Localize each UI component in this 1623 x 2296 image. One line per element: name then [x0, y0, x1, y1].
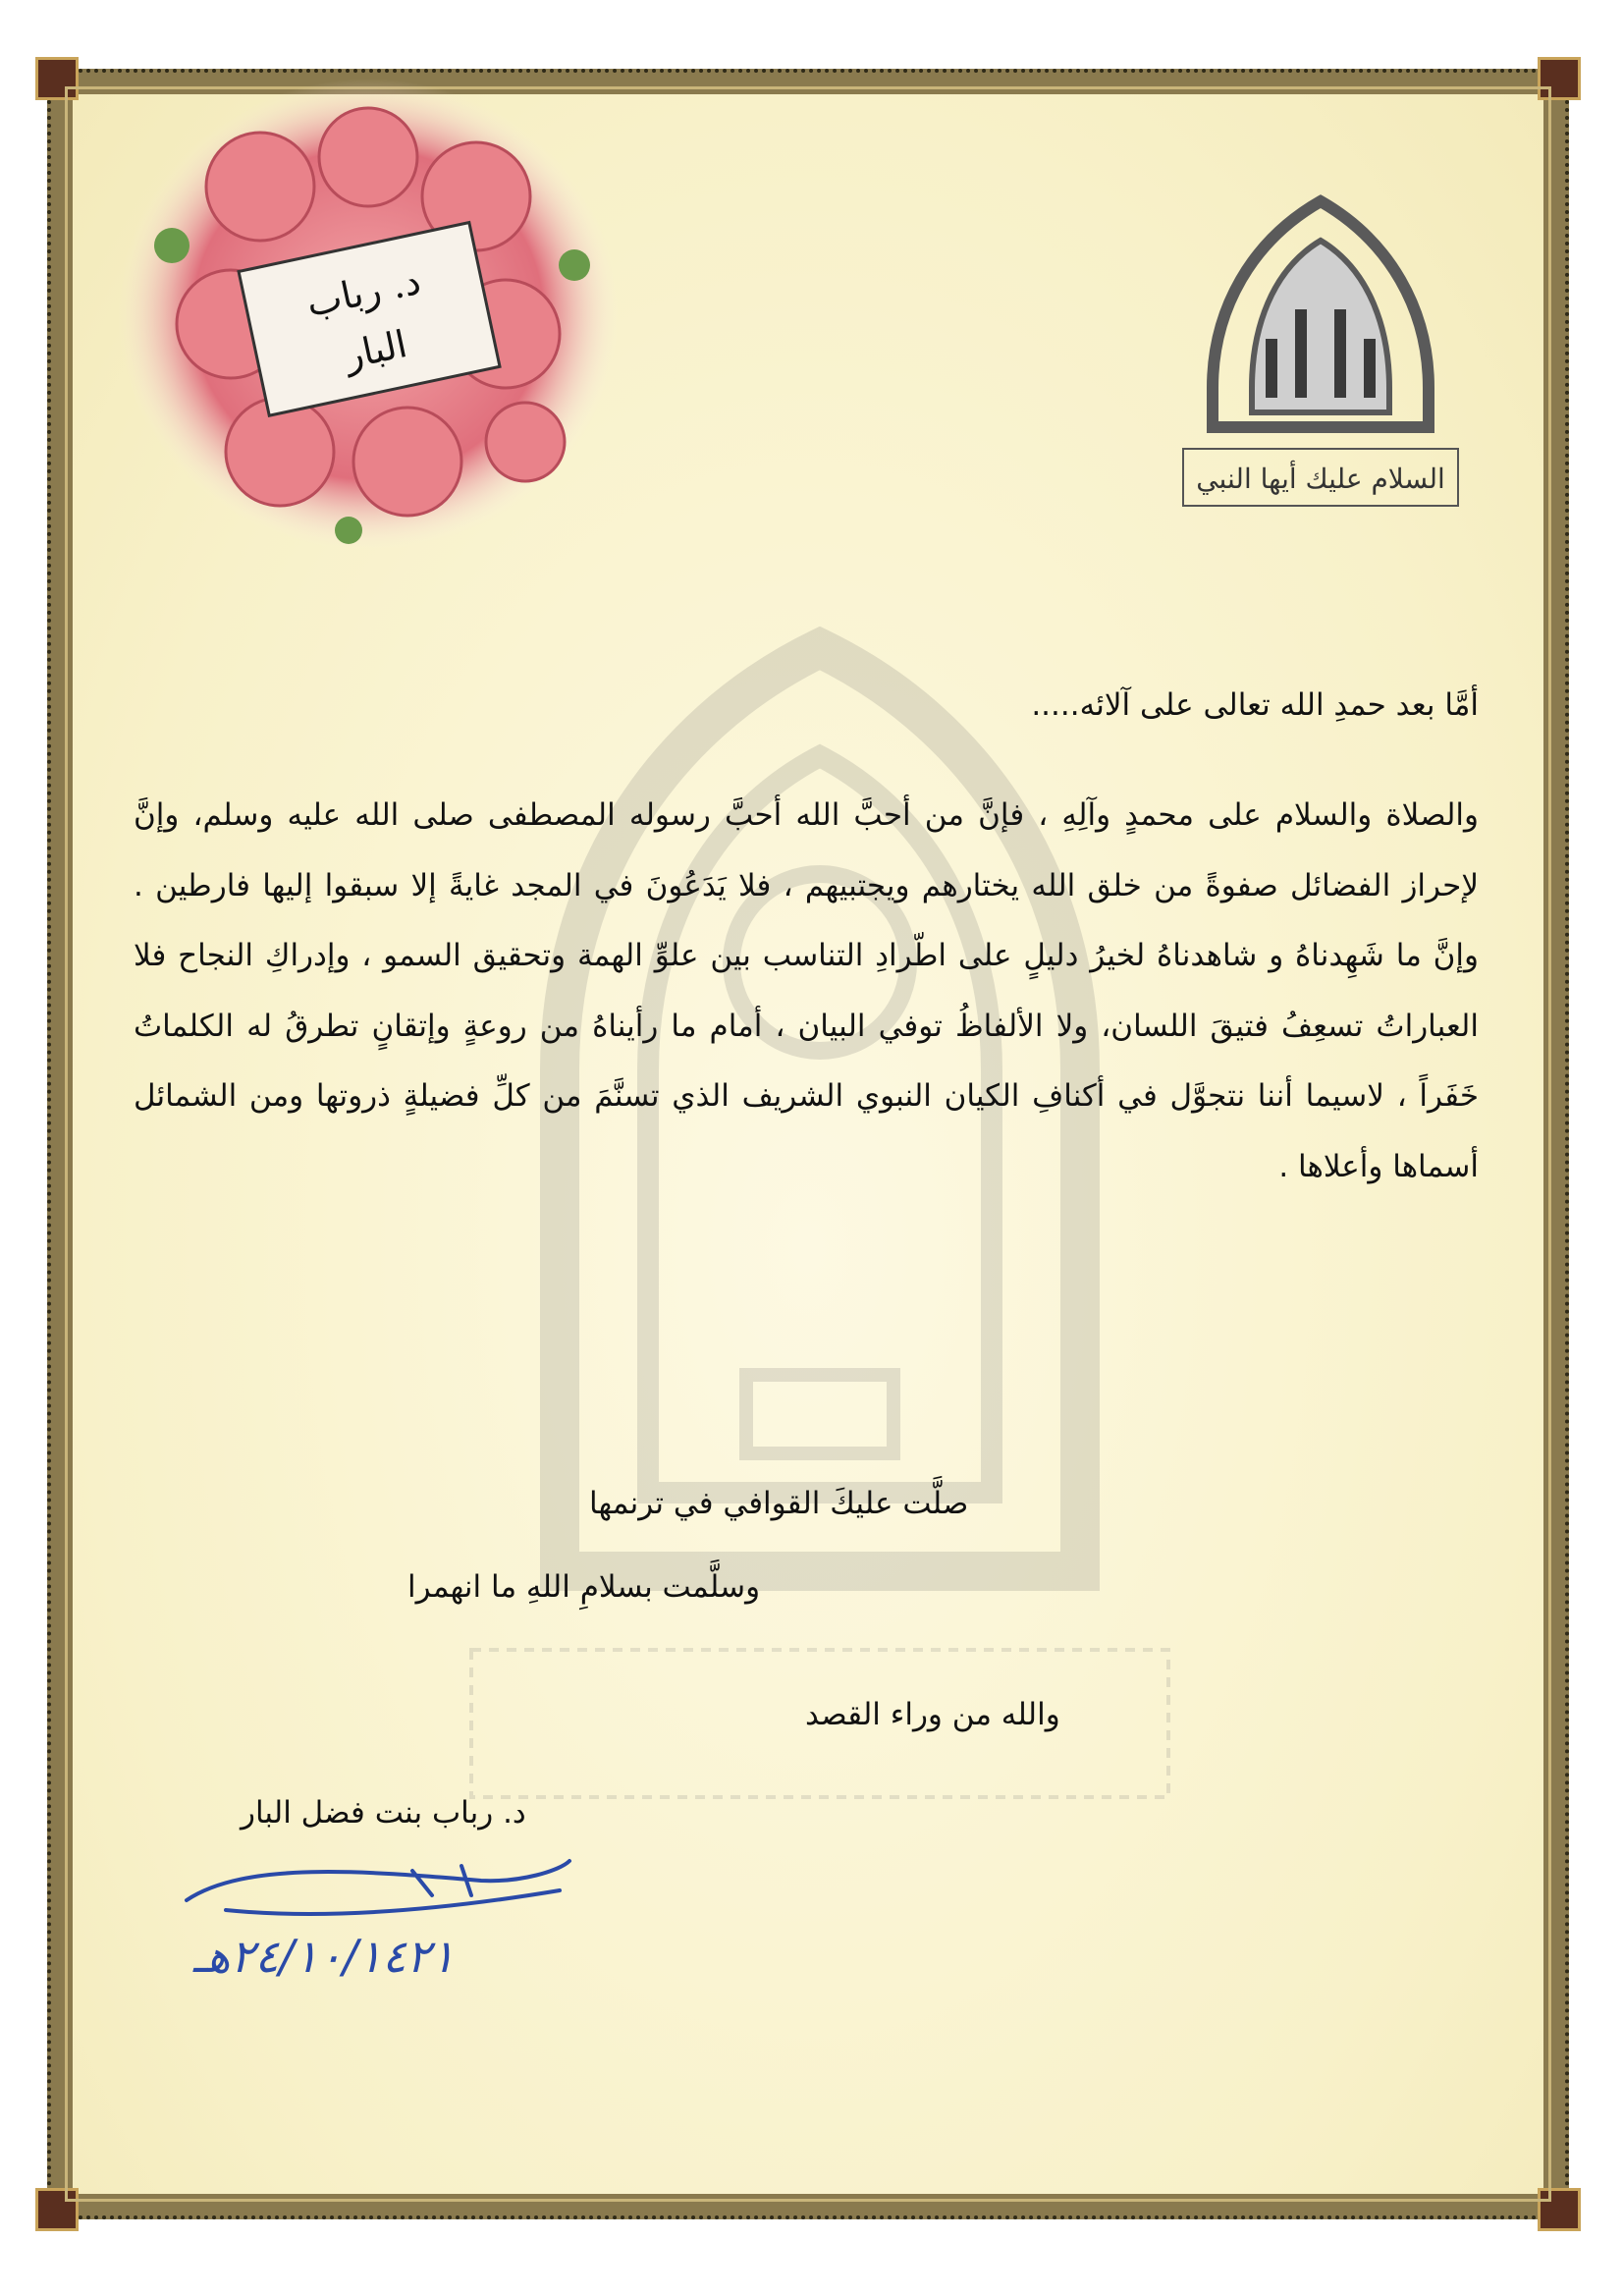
handwritten-date [128, 1915, 520, 1994]
date-text: ٢٤/١٠/١٤٢١هـ [192, 1930, 456, 1983]
logo-emblem [1173, 191, 1468, 516]
letter-greeting: أمَّا بعد حمدِ الله تعالى على آلائه..... [1031, 687, 1479, 723]
card-line-2: البار [341, 322, 411, 378]
corner-ornament [1538, 2188, 1581, 2231]
signer-name: د. رباب بنت فضل البار [241, 1795, 526, 1831]
corner-ornament [1538, 57, 1581, 100]
poem-line-1: صلَّت عليكَ القوافي في ترنمها [589, 1486, 969, 1521]
poem-line-2: وسلَّمت بسلامِ اللهِ ما انهمرا [407, 1569, 761, 1605]
letter-paragraph: والصلاة والسلام على محمدٍ وآلِهِ ، فإنَّ من أحبَّ الله أحبَّ رسوله المصطفى صلى الله عليه وسلم، وإنَّ لإحراز الفضائل صفوةً من خلق الله يختارهم ويجتبيهم ، فلا يَدَعُونَ في المجد غايةً إلا سبقوا إليها فارطين . وإنَّ ما شَهِدناهُ و شاهدناهُ لخيرُ دليلٍ على اطّرادِ التناسب بين علوِّ الهمة وتحقيق السمو ، وإدراكِ النجاح فلا العباراتُ تسعِفُ فتيقَ اللسان، ولا الألفاظُ توفي البيان ، أمام ما رأيناهُ من روعةٍ وإتقانٍ تطرقُ له الكلماتُ خَفَراً ، لاسيما أننا نتجوَّل في أكنافِ الكيان النبوي الشريف الذي تسنَّمَ من كلِّ فضيلةٍ ذروتها ومن الشمائل أسماها وأعلاها . [134, 797, 1479, 1184]
flower-bouquet-image [113, 69, 623, 560]
card-line-1: د. رباب [302, 258, 425, 326]
closing-line: والله من وراء القصد [805, 1697, 1060, 1732]
logo-caption: السلام عليك أيها النبي [1196, 463, 1445, 495]
corner-ornament [35, 57, 79, 100]
corner-ornament [35, 2188, 79, 2231]
